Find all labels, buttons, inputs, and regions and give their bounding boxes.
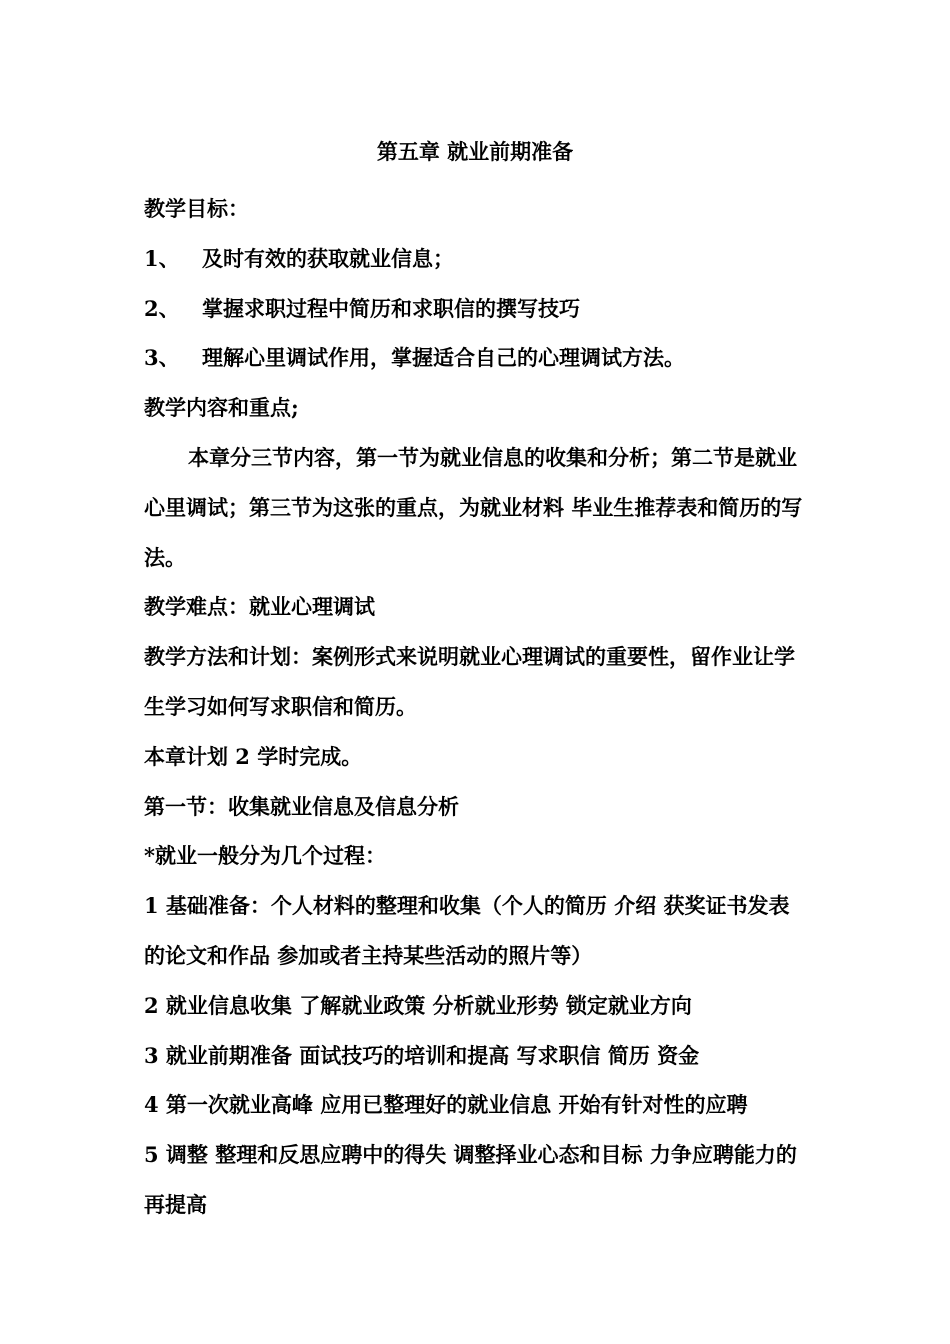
goal-item-2 [144,284,808,334]
process-step-5: 5 调整 整理和反思应聘中的得失 调整择业心态和目标 力争应聘能力的再提高 [144,1142,797,1217]
document-body [144,184,808,1230]
goal-text-2: 掌握求职过程中简历和求职信的撰写技巧 [202,295,580,321]
goal-text-3: 理解心里调试作用，掌握适合自己的心理调试方法。 [202,345,685,371]
goal-number-1: 1、 [144,245,180,271]
section-heading-content: 教学内容和重点; [144,395,299,421]
paragraph-content-summary: 本章分三节内容，第一节为就业信息的收集和分析；第二节是就业心里调试；第三节为这张的重点，为就业材料 毕业生推荐表和简历的写法。 [144,444,803,570]
process-step-3: 3 就业前期准备 面试技巧的培训和提高 写求职信 简历 资金 [144,1042,700,1068]
section-heading-goals: 教学目标： [144,196,249,221]
paragraph-method-plan: 教学方法和计划：案例形式来说明就业心理调试的重要性，留作业让学生学习如何写求职信和简历。 [144,644,795,719]
goal-number-3: 3、 [144,345,180,371]
paragraph-schedule: 本章计划 2 学时完成。 [144,743,363,769]
process-step-4: 4 第一次就业高峰 应用已整理好的就业信息 开始有针对性的应聘 [144,1092,748,1118]
goal-number-2: 2、 [144,295,180,321]
chapter-title: 第五章 就业前期准备 [376,139,574,164]
goal-text-1: 及时有效的获取就业信息； [202,245,454,271]
goal-item-3 [144,333,808,383]
paragraph-difficulty: 教学难点：就业心理调试 [144,594,375,620]
goal-item-1 [144,234,808,284]
section-heading-1: 第一节：收集就业信息及信息分析 [144,793,459,819]
process-step-1: 1 基础准备：个人材料的整理和收集（个人的简历 介绍 获奖证书发表的论文和作品 参加或者主持某些活动的照片等） [144,893,790,968]
process-heading: *就业一般分为几个过程： [144,843,386,869]
process-step-2: 2 就业信息收集 了解就业政策 分析就业形势 锁定就业方向 [144,992,692,1018]
